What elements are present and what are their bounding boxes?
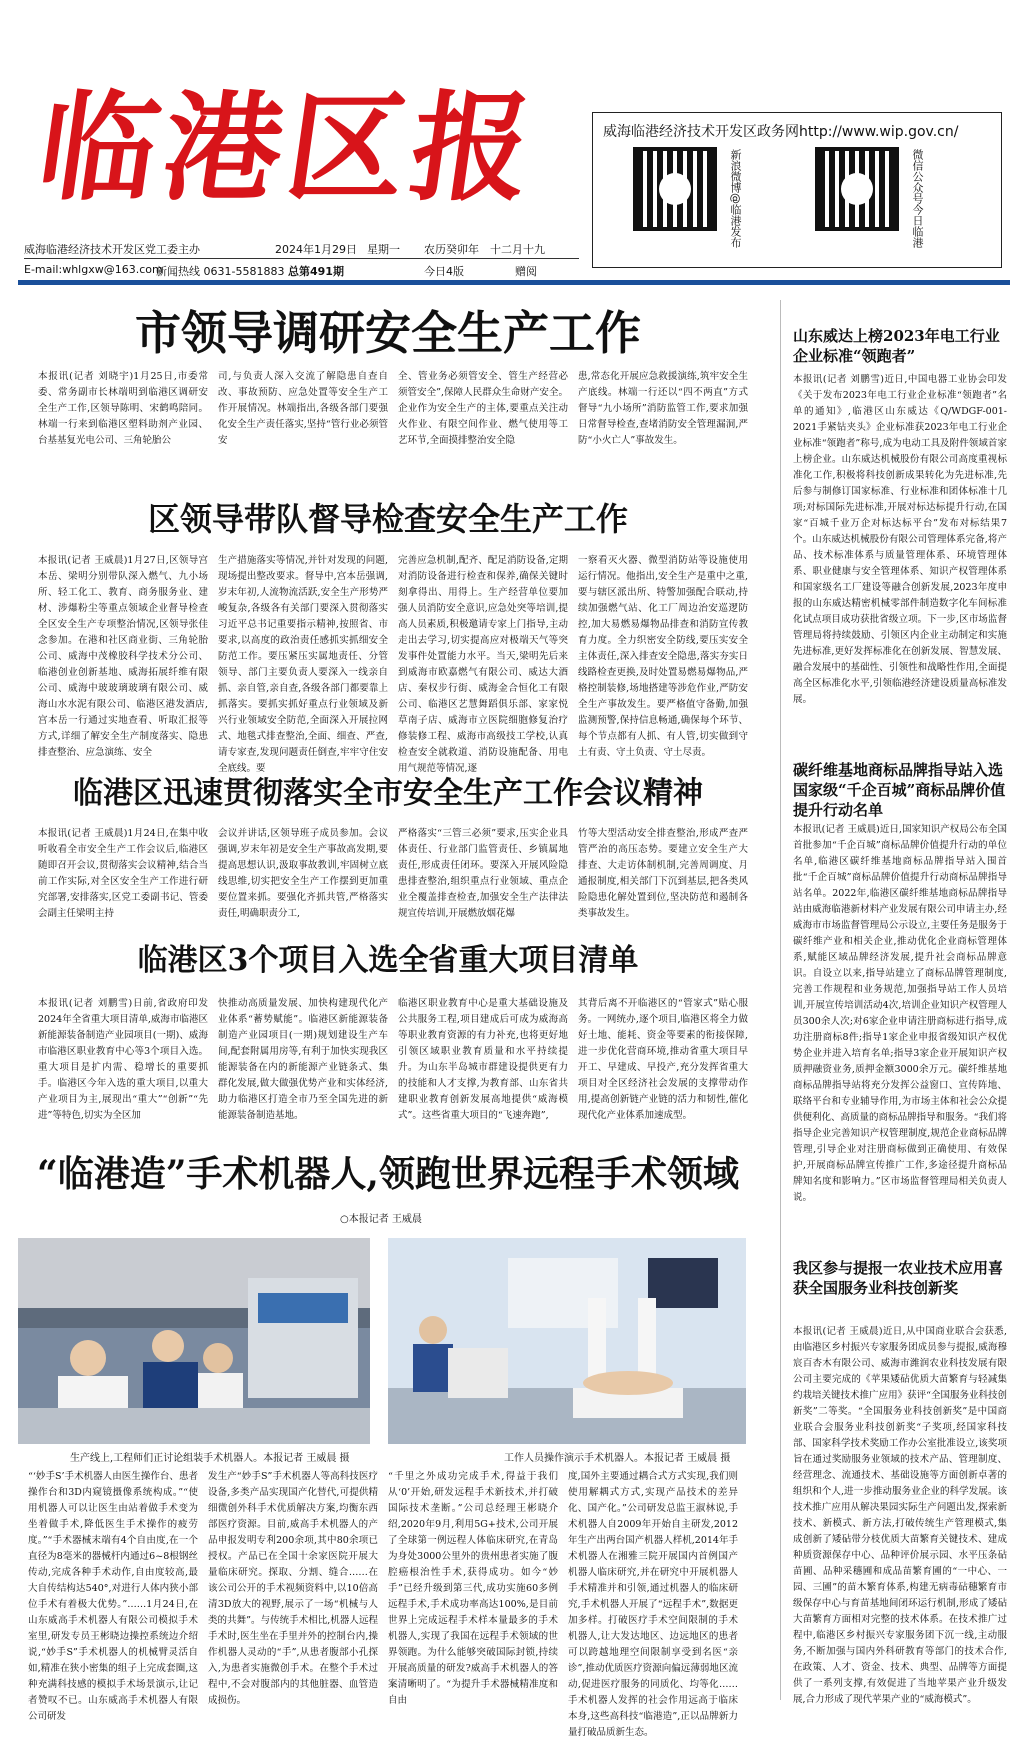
article-5-headline: “临港造”手术机器人,领跑世界远程手术领域 [37, 1153, 739, 1195]
article-2-text: 本报讯(记者 王威晨)1月27日,区领导宫本岳、梁明分别带队深入燃气、九小场所、轻工化工、教育、商务服务业、建材、涉爆粉尘等重点领域企业督导检查全区安全生产专项整治情况,区领导张佳念参加。在港和社区商业街、三角轮胎公司、威海中茂橡胶科学技术分公司、临港创业创新基地、威海拓展纤维有限公司、威海中玻玻璃玻璃有限公司、威海山水水泥有限公司、临港区港发酒店,宫本岳一行通过实地查看、听取汇报等方式,详细了解安全生产制度落实、隐患排查整治、应急演练、安全 [38, 555, 208, 758]
article-1-headline: 市领导调研安全生产工作 [135, 306, 641, 360]
email[interactable]: E-mail:whlgxw@163.com [24, 263, 163, 276]
page-count: 今日4版 [424, 265, 464, 278]
article-4-text: 本报讯(记者 刘鹏雪)日前,省政府印发2024年全省重大项目清单,威海市临港区新能源装备制造产业园项目(一期)、威海市临港区职业教育中心等3个项目入选。重大项目是扩内需、稳增长的重要抓手。临港区今年入选的重大项目,以重大产业项目为主,展现出“重大”“创新”“先进”等特色,切实为全区加 [38, 998, 208, 1121]
article-2-text: 一察看灭火器、微型消防站等设施使用运行情况。他指出,安全生产是重中之重,要与辖区派出所、特警加强配合联动,持续加强燃气站、化工厂周边治安巡逻防控,加大易燃易爆物品排查和消防宣传教育力度。全力织密安全防线,要压实安全主体责任,深入排查安全隐患,落实夯实日线路检查更换,及时处置易燃易爆物品,严格控制装修,场地搭建等涉危作业,严防安全生产事故发生。要严格值守备勤,加强监测预警,保持信息畅通,确保每个环节、每个节点都有人抓、有人管,切实做到守土有责、守土负责、守土尽责。 [578, 555, 748, 758]
date: 2024年1月29日 [275, 243, 357, 256]
sidebar-2-text: 本报讯(记者 王威晨)近日,国家知识产权局公布全国首批参加“千企百城”商标品牌价值提升行动的单位名单,临港区碳纤维基地商标品牌指导站入围首批“千企百城”商标品牌价值提升行动商标品牌指导站名单。2022年,临港区碳纤维基地商标品牌指导站由威海临港新材料产业发展有限公司申请主办,经威海市市场监督管理局公示设立,主要任务是服务于碳纤维产业和相关企业,推动优化企业商标管理体系,赋能区域品牌经济发展,提升社会商标品牌意识。自设立以来,指导站建立了商标品牌管理制度,完善工作规程和业务规范,加强指导站工作人员培训,开展宣传培训活动4次,培训企业知识产权管理人员300余人次;对6家企业申请注册商标进行指导,成功注册商标8件;指导1家企业申报省级知识产权优势企业并进入培育名单;指导3家企业开展知识产权质押融资业务,质押金额3000余万元。碳纤维基地商标品牌指导站将充分发挥公益窗口、宣传阵地、联络平台和专业辅导作用,为市场主体和社会公众提供便利化、高质量的商标品牌指导和服务。“我们将指导企业完善知识产权管理制度,规范企业商标品牌管理,引导企业对注册商标做到正确使用、有效保护,开展商标品牌宣传推广工作,多途径提升商标品牌知名度和影响力。”区市场监督管理局相关负责人说。 [793, 824, 1007, 1203]
article-1-text: 司,与负责人深入交流了解隐患自查自改、事故预防、应急处置等安全生产工作开展情况。林端指出,各级各部门要强化安全生产责任落实,坚持“管行业必须管安 [218, 371, 388, 446]
free-label: 赠阅 [515, 265, 537, 278]
article-3-text: 竹等大型活动安全排查整治,形成严查严管严治的高压态势。要建立安全生产大排查、大走访体制机制,完善周调度、月通报制度,相关部门下沉到基层,把各类风险隐患化解处置到位,坚决防范和遏制各类事故发生。 [578, 828, 748, 919]
article-5-text: “‘妙手S’手术机器人由医生操作台、患者操作台和3D内窥镜摄像系统构成。”“使用机器人可以让医生由站着做手术变为坐着做手术,降低医生手术操作的疲劳度。”“手术器械末端有4个自由度,在一个直径为8毫米的器械杆内通过6~8根钢丝传动,完成各种手术动作,自由度较高,最大自传结构达540°,对进行人体内狭小部位手术有着极大优势。”……1月24日,在山东威高手术机器人有限公司模拟手术室里,研发专员王彬晓边操控系统边介绍说,“妙手S”手术机器人的机械臂灵活自如,精准在狭小密集的组子上完成套圈,这种充满科技感的模拟手术场景演示,让记者赞叹不已。山东威高手术机器人有限公司研发 [28, 1471, 198, 1722]
article-4-text: 快推动高质量发展、加快构建现代化产业体系“蓄势赋能”。临港区新能源装备制造产业园项目(一期)规划建设生产车间,配套附属用房等,有利于加快实现我区能源装备在内的新能源产业链条式、集群化发展,做大做强优势产业和实体经济,助力临港区打造全市乃至全国先进的新能源装备制造基地。 [218, 998, 388, 1121]
article-1-text: 患,常态化开展应急救援演练,筑牢安全生产底线。林端一行还以“四不两直”方式督导“九小场所”消防监管工作,要求加强日常督导检查,查堵消防安全管理漏洞,严防“小火亡人”事故发生。 [578, 371, 748, 446]
article-3-headline: 临港区迅速贯彻落实全市安全生产工作会议精神 [73, 776, 703, 811]
issue-number: 总第491期 [288, 265, 344, 278]
article-1-text: 本报讯(记者 刘晓宇)1月25日,市委常委、常务副市长林端明到临港区调研安全生产工作,区领导陈明、宋鹤鸣陪同。林端一行来到临港区塑料助剂产业园、台基基复光电公司、三角轮胎公 [38, 371, 208, 446]
article-4-text: 其背后离不开临港区的“管家式”贴心服务。一网统办,逐个项目,临港区将全力做好土地、能耗、资金等要素的衔接保障,进一步优化营商环境,推动省重大项目早开工、早建成、早投产,充分发挥省重大项目对全区经济社会发展的支撑带动作用,提高创新链产业链的活力和韧性,催化现代化产业体系加速成型。 [578, 998, 748, 1121]
article-1-text: 全、管业务必须管安全、管生产经营必须管安全”,保障人民群众生命财产安全。企业作为安全生产的主体,要重点关注动火作业、有限空间作业、燃气使用等工艺环节,全面摸排整治安全隐 [398, 371, 568, 446]
sidebar-3-headline: 我区参与提报一农业技术应用喜获全国服务业科技创新奖 [793, 1259, 1004, 1297]
sidebar-3-text: 本报讯(记者 王威晨)近日,从中国商业联合会获悉,由临港区乡村振兴专家服务团成员参与提报,威海穆宸百杏木有限公司、威海市潍润农业科技发展有限公司主要完成的《苹果矮砧优质大苗繁育与轻减集约栽培关键技术推广应用》获评“全国服务业科技创新奖”二等奖。“全国服务业科技创新奖”是中国商业联合会服务业科技创新奖“子奖项,经国家科技部、国家科学技术奖励工作办公室批准设立,该奖项旨在通过奖励服务业领域的技术产品、管理制度、经营理念、流通技术、基础设施等方面创新卓著的组织和个人,进一步推动服务业企业的科学发展。该技术推广应用从解决果园实际生产问题出发,探索新技术、新模式、新方法,打破传统生产管理模式,集成创新了矮砧带分枝优质大苗繁育关键技术、建成种质资源保存中心、品种评价展示园、水平压条砧苗圃、品种采穗圃和成品苗繁育圃的“一中心、一园、三圃”的苗木繁育体系,构建无病毒砧穗繁育市级保存中心与育苗基地间闭环运行机制,形成了矮砧大苗繁育方面相对完整的技术体系。在技术推广过程中,临港区乡村振兴专家服务团下沉一线,主动服务,不断加强与国内外科研教育等部门的技术合作,在政策、人才、资金、技术、典型、品牌等方面提供了一系列支撑,有效促进了当地苹果产业升级发展,合力形成了现代苹果产业的“威海模式”。 [793, 1326, 1007, 1705]
gov-site[interactable]: 威海临港经济技术开发区政务网http://www.wip.gov.cn/ [603, 124, 959, 140]
article-4-text: 临港区职业教育中心是重大基础设施及公共服务工程,项目建成后可成为威海高等职业教育资源的有力补充,也将更好地引领区域职业教育质量和水平持续提升。为山东半岛城市群建设提供更有力的技能和人才支撑,为教育部、山东省共建职业教育创新发展高地提供“威海模式”。这些省重大项目的“飞速奔跑”, [398, 998, 568, 1121]
sponsor: 威海临港经济技术开发区党工委主办 [24, 243, 200, 256]
wechat-label: 微信公众号今日临港 [911, 149, 924, 248]
article-5-text: “千里之外成功完成手术,得益于我们从‘0’开始,研发远程手术新技术,并打破国际技术垄断。”公司总经理王彬晓介绍,2020年9月,利用5G+技术,公司开展了全球第一例远程人体临床研究,在青岛为身处3000公里外的贵州患者实施了腹腔癌根治性手术,获得成功。如今“妙手”已经升级到第三代,成功实施60多例远程手术,手术成功率高达100%,是目前世界上完成远程手术样本量最多的手术机器人,实现了我国在远程手术领域的世界领跑。为什么能够突破国际封锁,持续开展高质量的研发?威高手术机器人的答案清晰明了。“为提升手术器械精准度和自由 [388, 1471, 558, 1706]
robot-demo-photo [388, 1238, 746, 1444]
byline: ○本报记者 王威晨 [340, 1214, 422, 1225]
photo-1-caption: 生产线上,工程师们正讨论组装手术机器人。本报记者 王威晨 摄 [70, 1453, 350, 1464]
weibo-qr-icon [633, 147, 717, 231]
article-5-text: 发生产“妙手S”手术机器人等高科技医疗设备,多类产品实现国产化替代,可提供精细微创外科手术优质解决方案,均衡东西部医疗资源。目前,威高手术机器人的产品申报发明专利200余项,其中80余项已授权。产品已在全国十余家医院开展大量临床研究。探取、分割、缝合……在该公司公开的手术视频资料中,以10倍高清3D放大的视野,展示了一场“机械与人类的共舞”。与传统手术相比,机器人远程手术时,医生坐在手里并外的控制台内,操作机器人灵动的“手”,从患者腹部小孔探入,为患者实施微创手术。在整个手术过程中,不会对腹部内的其他脏器、血管造成损伤。 [208, 1471, 378, 1706]
photo-2-caption: 工作人员操作演示手术机器人。本报记者 王威晨 摄 [504, 1453, 731, 1464]
newspaper-title: 临港区报 [30, 78, 546, 217]
article-2-text: 完善应急机制,配齐、配足消防设备,定期对消防设备进行检查和保养,确保关键时刻拿得出、用得上。生产经营单位要加强人员消防安全意识,应急处突等培训,提高人员素质,积极邀请专家上门指导,主动走出去学习,切实提高应对极端天气等突发事件处置能力水平。当天,梁明先后来到威海市欧嘉燃气有限公司、威达大酒店、秦权步行街、威海金合恒化工有限公司、临港区艺慧舞蹈俱乐部、家家悦草南子店、威海市立医院细胞修复治疗修装修工程、威海市高级技工学校,认真检查安全就救道、消防设施配备、用电用气规范等情况,逐 [398, 555, 568, 774]
article-3-text: 会议并讲话,区领导班子成员参加。会议强调,岁末年初是安全生产事故高发期,要提高思想认识,汲取事故教训,牢固树立底线思维,切实把安全生产工作摆到更加重要位置来抓。要强化齐抓共管,严格落实责任,明确职责分工, [218, 828, 388, 919]
factory-photo [18, 1238, 370, 1444]
article-3-text: 严格落实“三管三必须”要求,压实企业具体责任、行业部门监管责任、乡镇属地责任,形成责任闭环。要深入开展风险隐患排查整治,组织重点行业领域、重点企业全覆盖排查检查,加强安全生产法律法规宣传培训,开展燃放烟花爆 [398, 828, 568, 919]
article-3-text: 本报讯(记者 王威晨)1月24日,在集中收听收看全市安全生产工作会议后,临港区随即召开会议,贯彻落实会议精神,结合当前工作实际,对全区安全生产工作进行研究部署,安排落实,区党工委副书记、管委会副主任梁明主持 [38, 828, 208, 919]
article-5-text: 度,国外主要通过耦合式方式实现,我们则使用解耦式方式,实现产品技术的差异化、国产化。”公司研发总监王淑林说,手术机器人自2009年开始自主研发,2012年生产出两台国产机器人样机,2014年手术机器人在湘雅三院开展国内首例国产机器人临床研究,并在研究中开展机器人手术精准并和引领,通过机器人的临床研究,手术机器人开展了“远程手术”,数据更加多样。打破医疗手术空间限制的手术机器人,让大发达地区、边远地区的患者可以跨越地理空间限制享受到名医“亲诊”,推动优质医疗资源向偏远薄弱地区流动,促进医疗服务的同质化、均等化……手术机器人发挥的社会作用远高于临床本身,这些高科技“临港造”,正以品牌新力量打破品质新生态。 [568, 1471, 738, 1738]
sidebar-2-headline: 碳纤维基地商标品牌指导站入选国家级“千企百城”商标品牌价值提升行动名单 [793, 761, 1006, 819]
sidebar-1-text: 本报讯(记者 刘鹏雪)近日,中国电器工业协会印发《关于发布2023年电工行业企业标准“领跑者”名单的通知》,临港区山东威达《Q/WDGF-001-2021手紧钻夹头》企业标准获2023年电工行业企业标准“领跑者”称号,成为电动工具及附件领域首家上榜企业。山东威达机械股份有限公司高度重视标准化工作,积极将科技创新成果转化为先进标准,先后参与制修订国家标准、行业标准和团体标准十几项;对标国际先进标准,开展对标达标提升行动,在国家“百城千业万企对标达标平台”发布对标结果7个。山东威达机械股份有限公司管理体系完备,将产品、技术标准体系与质量管理体系、环境管理体系、职业健康与安全管理体系、知识产权管理体系和国家级名工厂建设等融合创新发展,2023年度申报的山东威达精密机械零部件制造数字化车间标准化试点项目成功获批省级立项。下一步,区市场监督管理局将持续鼓励、引领区内企业主动制定和实施先进标准,更好发挥标准化在创新发展、智慧发展、融合发展中的基础性、引领性和战略性作用,全面提高全区标准化水平,引领临港经济建设质量高标准发展。 [793, 374, 1007, 705]
weekday: 星期一 [367, 243, 400, 256]
article-4-headline: 临港区3个项目入选全省重大项目清单 [137, 943, 639, 978]
article-2-text: 生产措施落实等情况,并针对发现的问题,现场提出整改要求。督导中,宫本岳强调,岁末年初,人流物流活跃,安全生产形势严峻复杂,各级各有关部门要深入贯彻落实习近平总书记重要指示精神,按照省、市要求,以高度的政治责任感抓实抓细安全防范工作。要压紧压实属地责任、分管领导、部门主要负责人要深入一线亲自抓、亲自管,亲自查,各级各部门都要靠上抓落实。要抓实抓好重点行业领域及新兴行业领域安全防范,全面深入开展拉网式、地毯式排查整治,全面、细查、严查,请专家查,发现问题责任倒查,牢牢守住安全底线。要 [218, 555, 388, 774]
weibo-label: 新浪微博@临港发布 [729, 149, 742, 248]
contact-box [592, 112, 1002, 268]
article-2-headline: 区领导带队督导检查安全生产工作 [147, 500, 628, 538]
lunar-date: 农历癸卯年 十二月十九 [424, 243, 545, 256]
wechat-qr-icon [815, 147, 899, 231]
hotline: 新闻热线 0631-5581883 [156, 265, 285, 278]
sidebar-1-headline: 山东威达上榜2023年电工行业企业标准“领跑者” [793, 327, 1000, 365]
